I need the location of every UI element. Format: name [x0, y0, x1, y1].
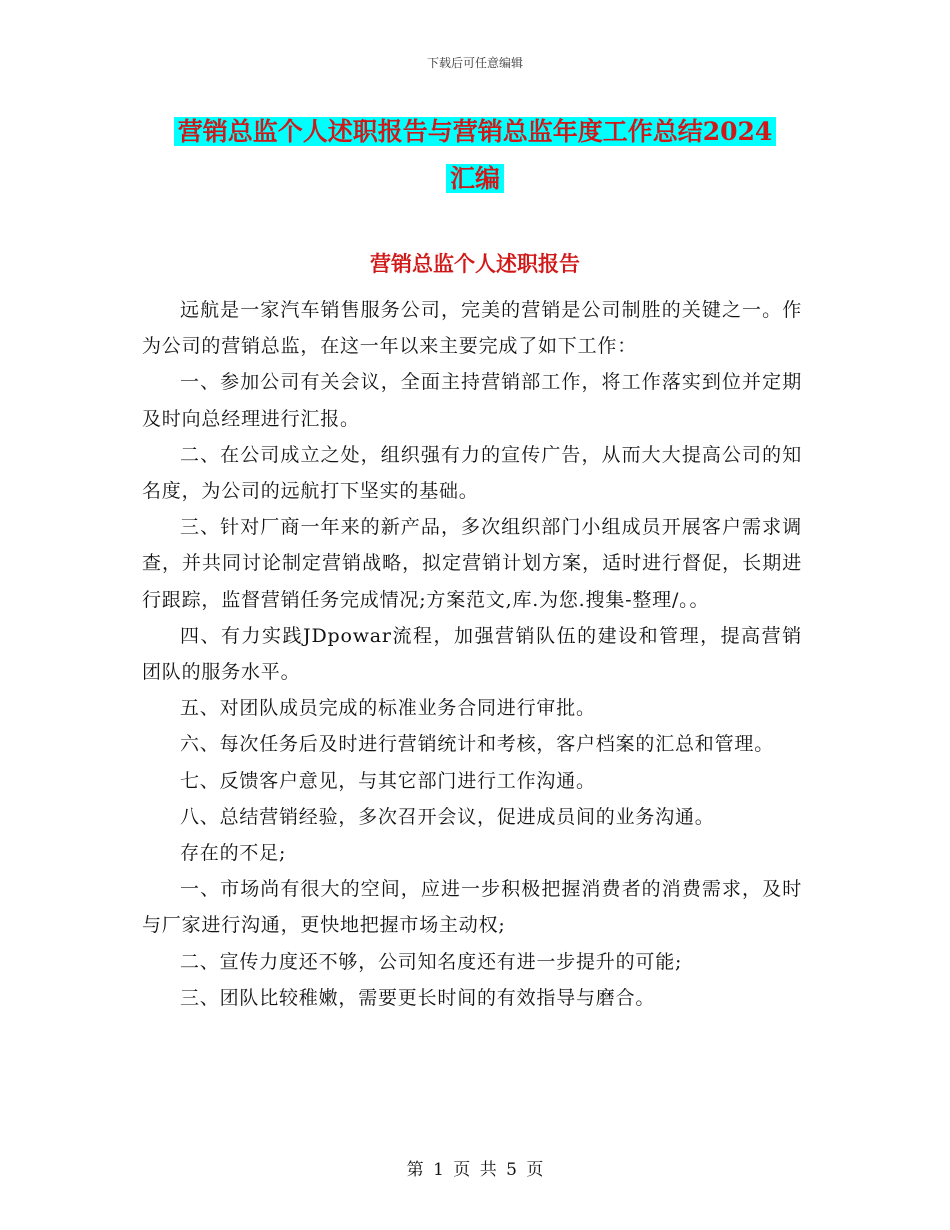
paragraph: 二、宣传力度还不够，公司知名度还有进一步提升的可能; — [180, 950, 683, 973]
document-body — [142, 292, 802, 1016]
title-line-2: 汇编 — [446, 164, 504, 193]
paragraph: 三、针对厂商一年来的新产品，多次组织部门小组成员开展客户需求调查，并共同讨论制定营销战略，拟定营销计划方案，适时进行督促，长期进行跟踪，监督营销任务完成情况;方案范文,库.为您.搜集-整理/。。 — [142, 516, 802, 611]
paragraph: 三、团队比较稚嫩，需要更长时间的有效指导与磨合。 — [180, 986, 656, 1009]
paragraph: 四、有力实践JDpowar流程，加强营销队伍的建设和管理，提高营销团队的服务水平。 — [142, 624, 802, 684]
paragraph: 二、在公司成立之处，组织强有力的宣传广告，从而大大提高公司的知名度，为公司的远航打下坚实的基础。 — [142, 443, 802, 503]
title-line-1: 营销总监个人述职报告与营销总监年度工作总结2024 — [174, 117, 777, 146]
header-note: 下载后可任意编辑 — [426, 56, 523, 70]
paragraph: 一、参加公司有关会议，全面主持营销部工作，将工作落实到位并定期及时向总经理进行汇报。 — [142, 371, 802, 430]
paragraph: 一、市场尚有很大的空间，应进一步积极把握消费者的消费需求，及时与厂家进行沟通，更快地把握市场主动权; — [142, 878, 802, 937]
paragraph: 存在的不足; — [180, 842, 287, 865]
paragraph: 五、对团队成员完成的标准业务合同进行审批。 — [180, 697, 596, 720]
paragraph: 七、反馈客户意见，与其它部门进行工作沟通。 — [180, 769, 596, 792]
page-footer: 第 1 页 共 5 页 — [406, 1160, 544, 1180]
paragraph: 六、每次任务后及时进行营销统计和考核，客户档案的汇总和管理。 — [180, 733, 775, 756]
document-title — [0, 108, 950, 202]
section-title: 营销总监个人述职报告 — [370, 251, 580, 276]
paragraph: 八、总结营销经验，多次召开会议，促进成员间的业务沟通。 — [180, 805, 715, 828]
paragraph: 远航是一家汽车销售服务公司，完美的营销是公司制胜的关键之一。作为公司的营销总监，在这一年以来主要完成了如下工作： — [142, 299, 802, 358]
